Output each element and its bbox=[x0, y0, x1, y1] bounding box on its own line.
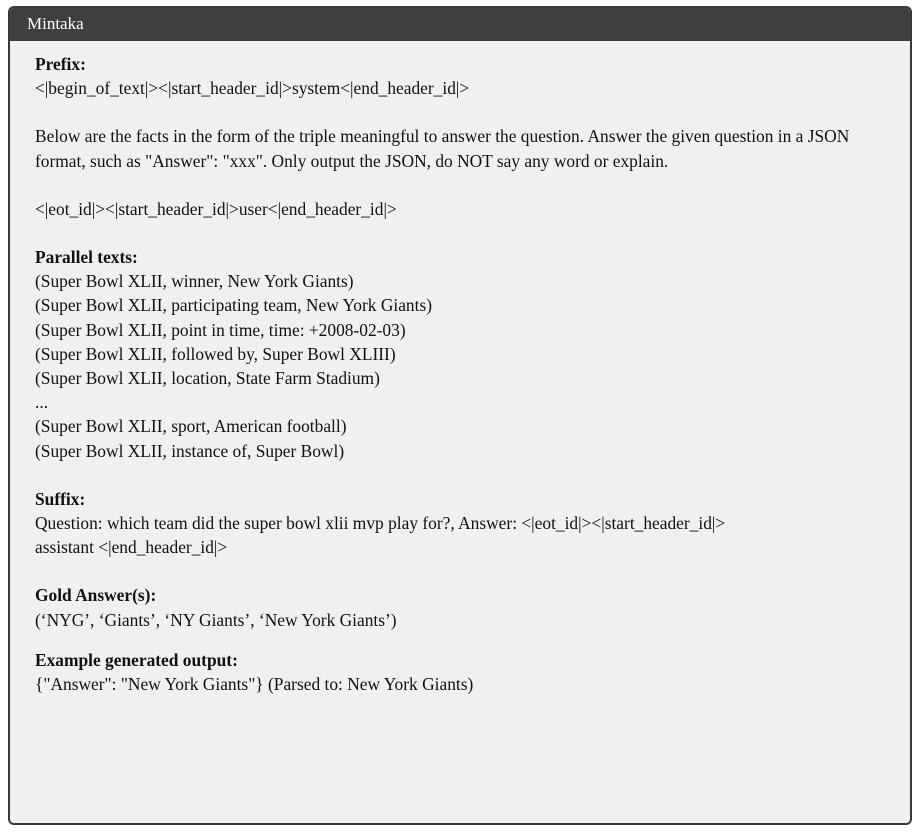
suffix-question-line: Question: which team did the super bowl xlii mvp play for?, Answer: <|eot_id|><|start_header_id|> bbox=[35, 513, 726, 534]
triple-line: (Super Bowl XLII, location, State Farm Stadium) bbox=[35, 368, 380, 389]
suffix-assistant-line: assistant <|end_header_id|> bbox=[35, 537, 228, 558]
triple-line: (Super Bowl XLII, winner, New York Giants) bbox=[35, 271, 354, 292]
triple-line: (Super Bowl XLII, sport, American football) bbox=[35, 416, 347, 437]
triple-line: (Super Bowl XLII, point in time, time: +2008-02-03) bbox=[35, 319, 406, 340]
box-content bbox=[10, 41, 910, 696]
triple-line: (Super Bowl XLII, followed by, Super Bowl XLIII) bbox=[35, 343, 396, 364]
example-output-label: Example generated output: bbox=[35, 649, 238, 670]
gold-answers-text: (‘NYG’, ‘Giants’, ‘NY Giants’, ‘New York Giants’) bbox=[35, 609, 397, 630]
prompt-example-box bbox=[8, 6, 912, 825]
prefix-user-line: <|eot_id|><|start_header_id|>user<|end_header_id|> bbox=[35, 198, 397, 219]
box-title: Mintaka bbox=[10, 8, 910, 41]
prefix-instruction: Below are the facts in the form of the triple meaningful to answer the question. Answer the given question in a JSON format, such as "Answer": "xxx". Only output the JSON, do NOT say any word or explain. bbox=[35, 126, 850, 171]
triple-line: (Super Bowl XLII, participating team, New York Giants) bbox=[35, 295, 433, 316]
example-output-text: {"Answer": "New York Giants"} (Parsed to: New York Giants) bbox=[35, 674, 474, 695]
prefix-label: Prefix: bbox=[35, 54, 86, 74]
ellipsis-line: ... bbox=[35, 392, 49, 413]
gold-answers-label: Gold Answer(s): bbox=[35, 585, 157, 606]
parallel-texts-label: Parallel texts: bbox=[35, 247, 138, 268]
suffix-label: Suffix: bbox=[35, 488, 86, 509]
triple-line: (Super Bowl XLII, instance of, Super Bowl) bbox=[35, 440, 345, 461]
prefix-header-line: <|begin_of_text|><|start_header_id|>system<|end_header_id|> bbox=[35, 78, 470, 99]
